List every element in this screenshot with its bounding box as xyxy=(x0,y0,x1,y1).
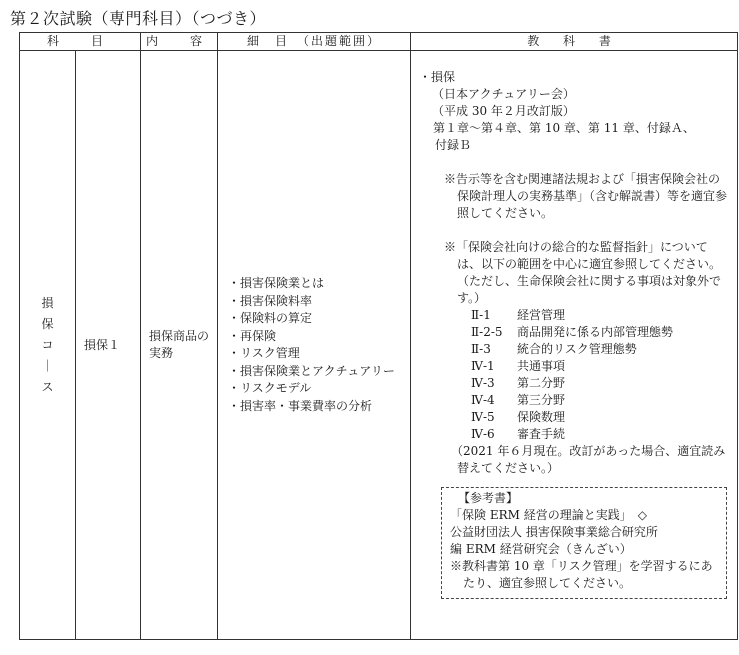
detail-item: ・ リスク管理 xyxy=(228,345,410,362)
detail-item: ・ 損害率・事業費率の分析 xyxy=(228,398,410,415)
range-code: Ⅳ-4 xyxy=(471,393,495,407)
range-title: 保険数理 xyxy=(517,410,566,424)
reference-note: ※教科書第 10 章「リスク管理」を学習するにあたり、適宜参照してください。 xyxy=(450,559,713,590)
range-title: 商品開発に係る内部管理態勢 xyxy=(517,325,674,339)
detail-item: ・ 損害保険業とアクチュアリー xyxy=(228,363,410,380)
header-textbook: 教 科 書 xyxy=(411,33,738,51)
detail-item: ・ 損害保険業とは xyxy=(228,275,410,292)
range-title: 共通事項 xyxy=(517,359,566,373)
course-char: コ xyxy=(41,337,54,352)
textbook-note: ※告示等を含む関連諸法規および「損害保険会社の保険計理人の実務基準」（含む解説書）等を適宜参照してください。 xyxy=(444,172,728,220)
range-title: 統合的リスク管理態勢 xyxy=(517,342,637,356)
course-char: ｜ xyxy=(41,358,54,373)
detail-cell xyxy=(218,51,411,640)
guideline-range xyxy=(419,375,729,392)
course-vertical-label xyxy=(41,293,55,398)
textbook-cell xyxy=(411,51,738,640)
header-detail: 細 目 （出題範囲） xyxy=(218,33,411,51)
table-row xyxy=(20,51,738,640)
reference-heading: 【参考書】 xyxy=(458,491,519,505)
reference-box xyxy=(441,487,727,599)
textbook-chapters: 第１章～第４章、第 10 章、第 11 章、付録Ａ、 xyxy=(433,121,695,135)
header-content: 内 容 xyxy=(141,33,218,51)
textbook-item: ・損保 xyxy=(419,70,456,84)
range-title: 第三分野 xyxy=(517,393,566,407)
range-code: Ⅳ-5 xyxy=(471,410,495,424)
header-subject: 科 目 xyxy=(20,33,141,51)
reference-author: 編 ERM 経営研究会（きんざい） xyxy=(450,542,632,556)
range-code: Ⅱ-1 xyxy=(471,308,491,322)
detail-item: ・ 再保険 xyxy=(228,328,410,345)
page-title: 第２次試験（専門科目）（つづき） xyxy=(10,9,267,28)
range-code: Ⅳ-1 xyxy=(471,359,495,373)
syllabus-table xyxy=(19,32,738,640)
textbook-edition: （平成 30 年２月改訂版） xyxy=(432,104,575,118)
range-code: Ⅳ-6 xyxy=(471,427,495,441)
guideline-range xyxy=(419,307,729,324)
guideline-range xyxy=(419,341,729,358)
range-title: 審査手続 xyxy=(517,427,566,441)
detail-item: ・ 保険料の算定 xyxy=(228,310,410,327)
guideline-range xyxy=(419,392,729,409)
range-code: Ⅱ-3 xyxy=(471,342,491,356)
course-char: ス xyxy=(41,379,54,394)
reference-book: 「保険 ERM 経営の理論と実践」 ◇ xyxy=(450,508,647,522)
detail-list xyxy=(228,275,410,415)
guideline-range xyxy=(419,358,729,375)
course-char: 損 xyxy=(41,295,54,310)
textbook-as-of: （2021 年６月現在。改訂があった場合、適宜読み替えてください。） xyxy=(451,444,726,475)
textbook-note: ※「保険会社向けの総合的な監督指針」については、以下の範囲を中心に適宜参照してください。（ただし、生命保険会社に関する事項は対象外です。） xyxy=(444,240,722,305)
content-line: 損保商品の xyxy=(149,329,210,343)
range-code: Ⅱ-2-5 xyxy=(471,325,503,339)
range-title: 経営管理 xyxy=(517,308,566,322)
content-line: 実務 xyxy=(149,346,174,360)
range-title: 第二分野 xyxy=(517,376,566,390)
subject-cell xyxy=(76,51,141,640)
header-row xyxy=(20,33,738,51)
range-code: Ⅳ-3 xyxy=(471,376,495,390)
content-cell xyxy=(141,51,218,640)
detail-item: ・ リスクモデル xyxy=(228,380,410,397)
detail-item: ・ 損害保険料率 xyxy=(228,293,410,310)
textbook-publisher: （日本アクチュアリー会） xyxy=(432,87,575,101)
textbook-chapters: 付録Ｂ xyxy=(435,138,472,152)
course-char: 保 xyxy=(41,316,54,331)
subject-name: 損保１ xyxy=(84,337,121,352)
guideline-range xyxy=(419,426,729,443)
reference-author: 公益財団法人 損害保険事業総合研究所 xyxy=(450,525,658,539)
guideline-range xyxy=(419,409,729,426)
guideline-range xyxy=(419,324,729,341)
course-cell xyxy=(20,51,76,640)
